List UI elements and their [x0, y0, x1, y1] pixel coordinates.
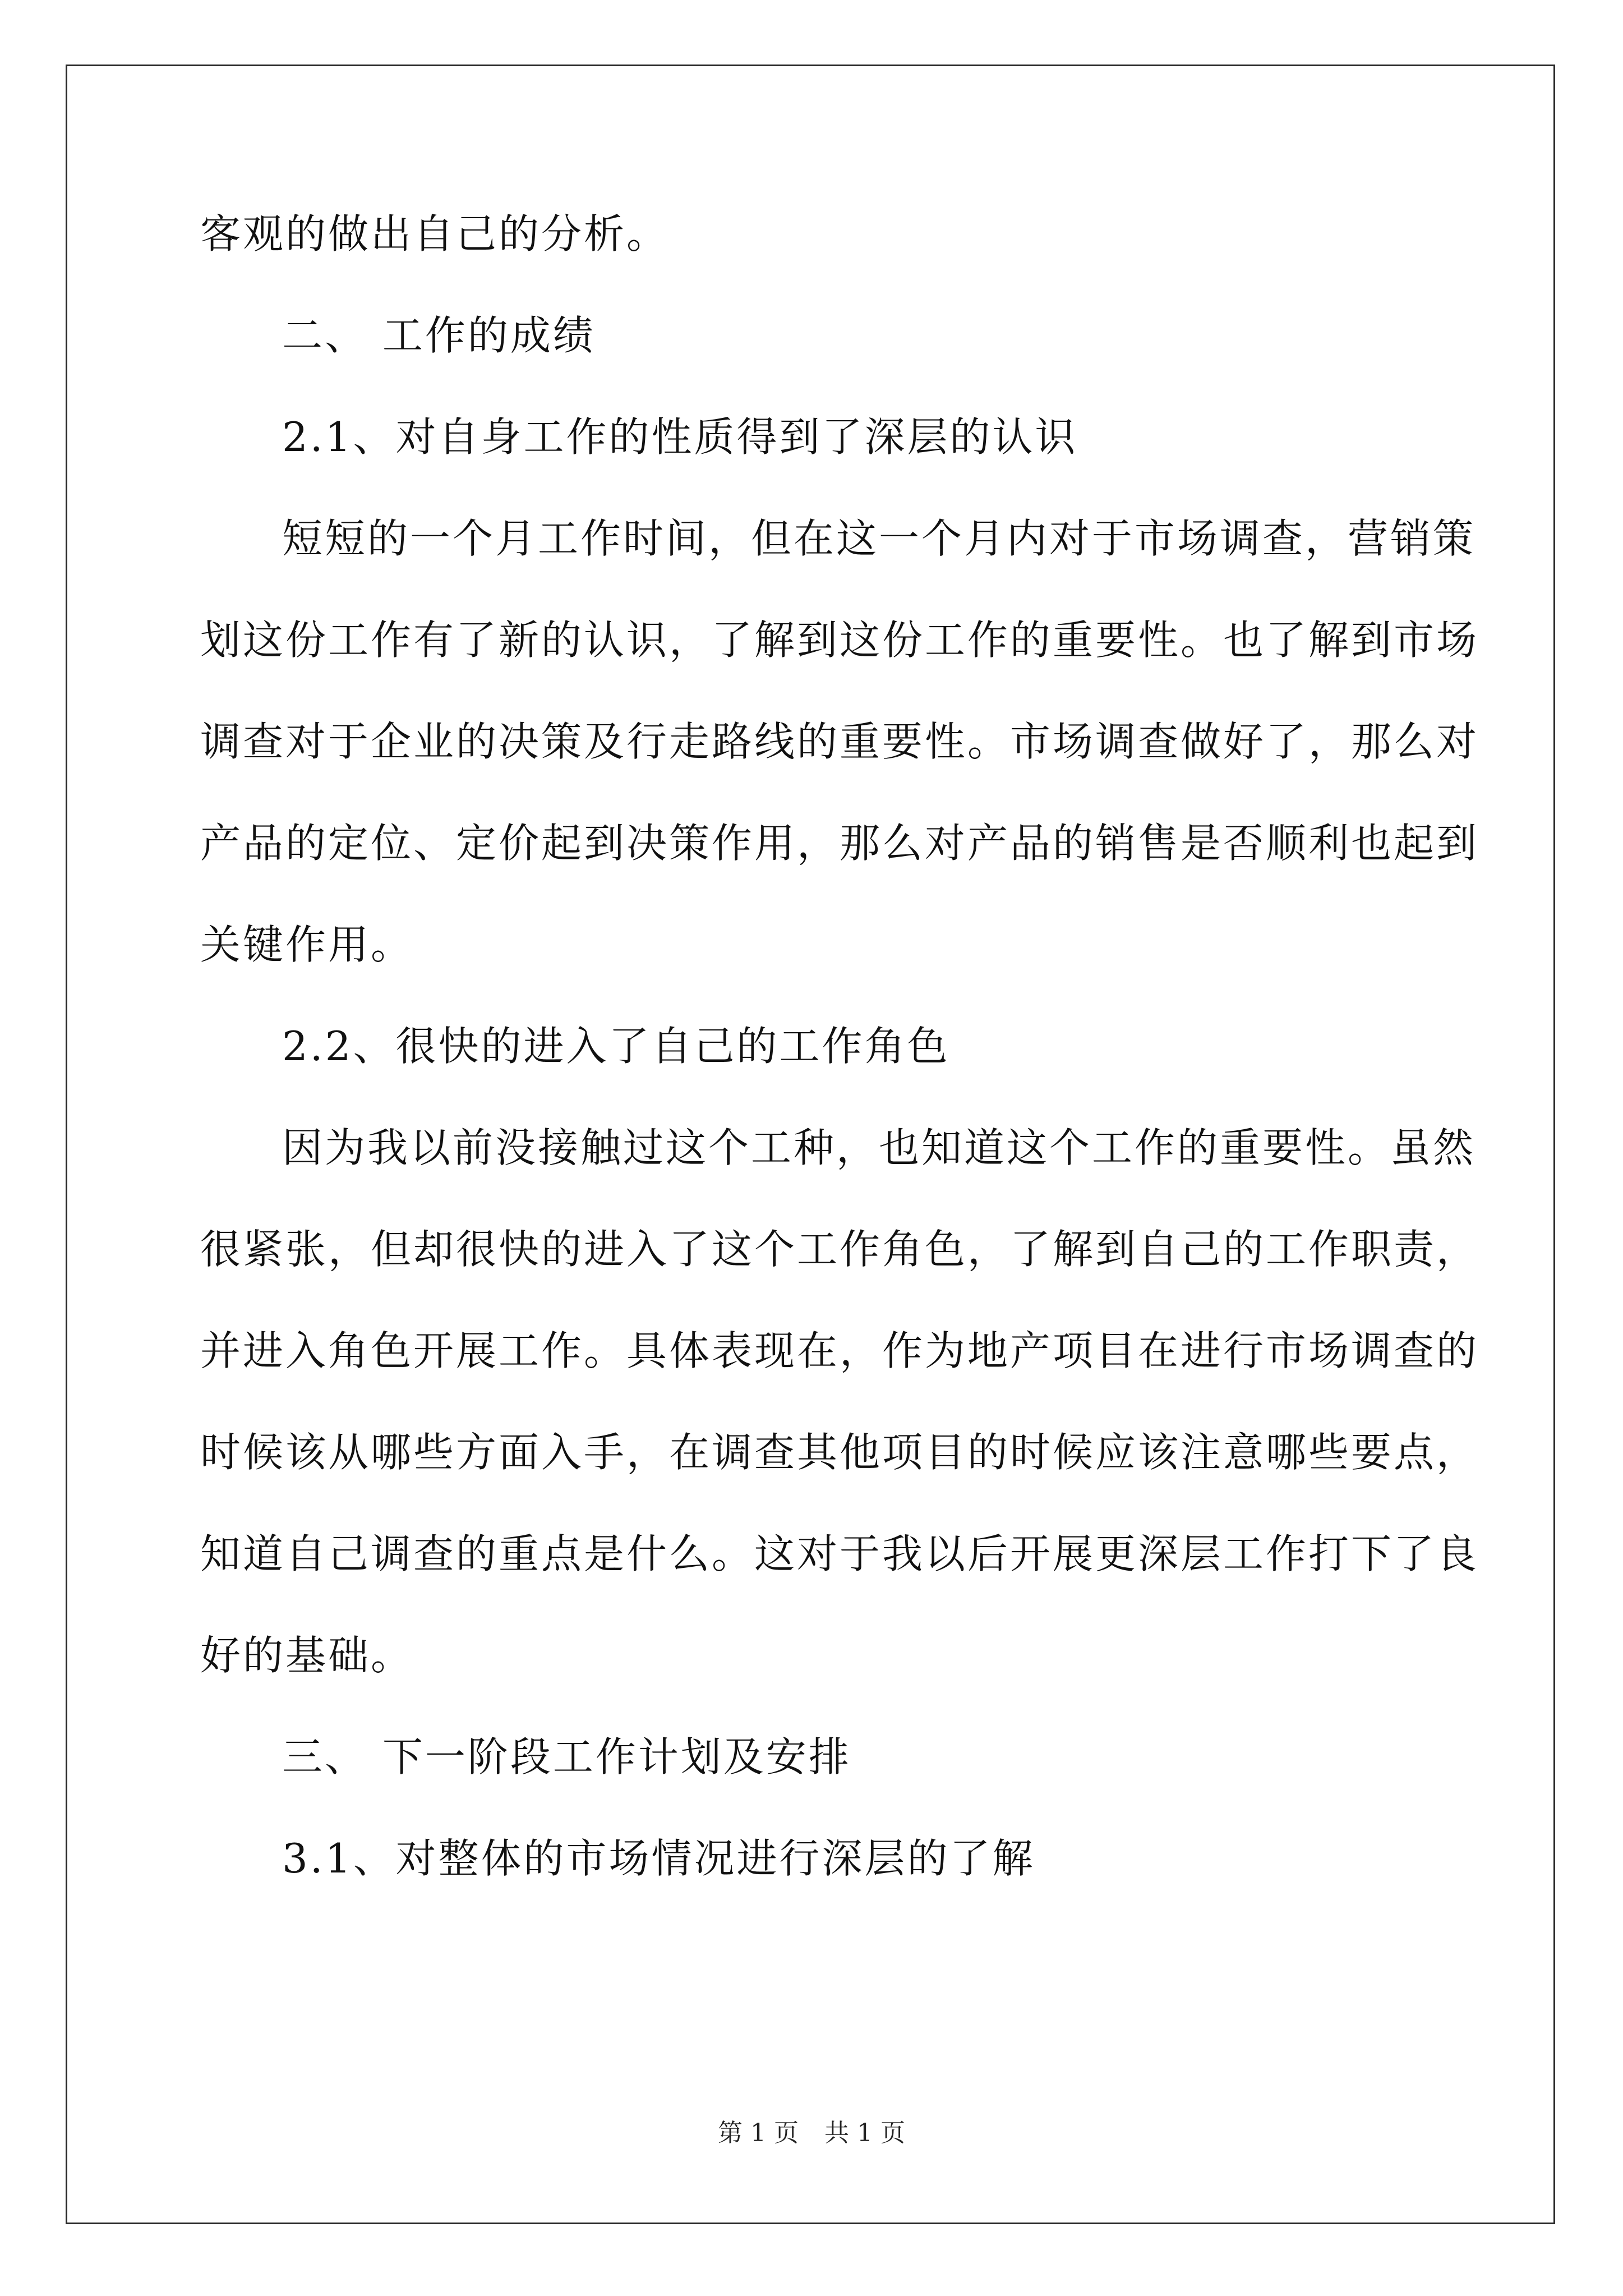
subsection-heading: 2.2、很快的进入了自己的工作角色 [282, 1023, 950, 1070]
paragraph-line: 关键作用。 [200, 921, 414, 968]
page-total: 共 1 页 [824, 2119, 905, 2147]
section-heading: 三、 下一阶段工作计划及安排 [282, 1733, 851, 1780]
paragraph-line: 短短的一个月工作时间，但在这一个月内对于市场调查，营销策 [282, 515, 1476, 562]
paragraph-line: 时候该从哪些方面入手，在调查其他项目的时候应该注意哪些要点， [200, 1429, 1479, 1476]
paragraph-line: 好的基础。 [200, 1632, 414, 1679]
paragraph-line: 知道自己调查的重点是什么。这对于我以后开展更深层工作打下了良 [200, 1530, 1479, 1577]
paragraph-line: 因为我以前没接触过这个工种，也知道这个工作的重要性。虽然 [282, 1124, 1476, 1171]
paragraph-line: 调查对于企业的决策及行走路线的重要性。市场调查做好了，那么对 [200, 718, 1479, 765]
paragraph-line: 并进入角色开展工作。具体表现在，作为地产项目在进行市场调查的 [200, 1327, 1479, 1374]
subsection-heading: 3.1、对整体的市场情况进行深层的了解 [282, 1835, 1035, 1882]
page-footer [0, 2118, 1623, 2149]
body-text-line: 客观的做出自己的分析。 [200, 210, 670, 257]
paragraph-line: 很紧张，但却很快的进入了这个工作角色，了解到自己的工作职责， [200, 1226, 1479, 1273]
subsection-heading: 2.1、对自身工作的性质得到了深层的认识 [282, 413, 1078, 461]
page-number: 第 1 页 [718, 2119, 799, 2147]
paragraph-line: 划这份工作有了新的认识，了解到这份工作的重要性。也了解到市场 [200, 616, 1479, 664]
paragraph-line: 产品的定位、定价起到决策作用，那么对产品的销售是否顺利也起到 [200, 820, 1479, 867]
section-heading: 二、 工作的成绩 [282, 312, 596, 359]
